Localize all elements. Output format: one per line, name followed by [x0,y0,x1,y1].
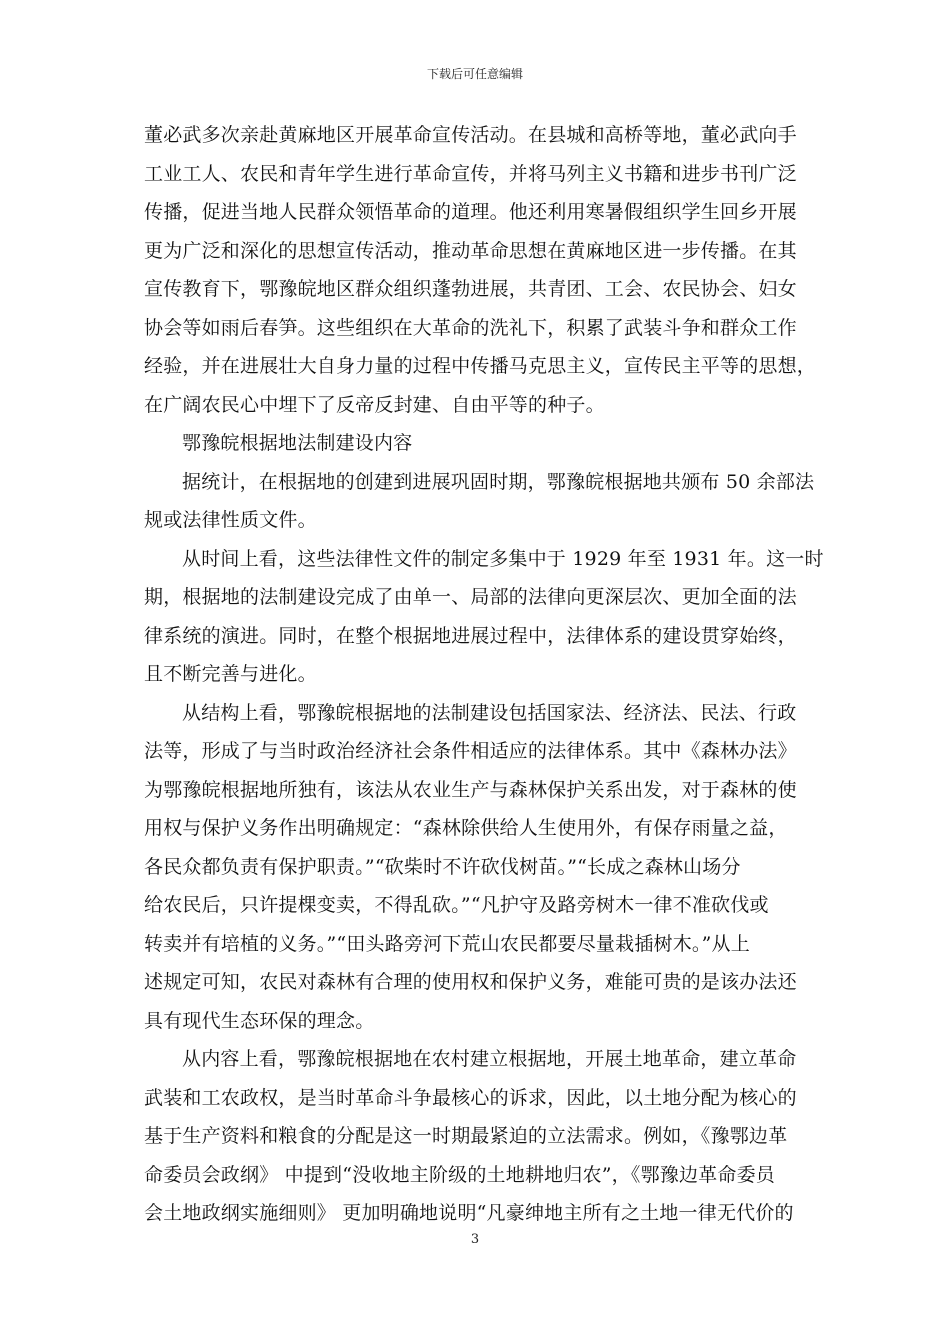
body-line: 据统计，在根据地的创建到进展巩固时期，鄂豫皖根据地共颁布 50 余部法 [182,470,815,493]
body-line: 规或法律性质文件。 [144,509,317,531]
body-line: 法等，形成了与当时政治经济社会条件相适应的法律体系。其中《森林办法》 [144,740,797,762]
body-line: 经验，并在进展壮大自身力量的过程中传播马克思主义，宣传民主平等的思想， [144,355,817,377]
body-line: 从内容上看，鄂豫皖根据地在农村建立根据地，开展土地革命，建立革命 [182,1048,797,1070]
body-line: 为鄂豫皖根据地所独有，该法从农业生产与森林保护关系出发，对于森林的使 [144,778,797,801]
body-line: 基于生产资料和粮食的分配是这一时期最紧迫的立法需求。例如，《豫鄂边革 [144,1125,788,1147]
page-header: 下载后可任意编辑 [426,67,523,81]
page-number: 3 [470,1232,480,1247]
body-line: 命委员会政纲》 中提到“没收地主阶级的土地耕地归农”，《鄂豫边革命委员 [144,1163,775,1186]
body-line: 工业工人、农民和青年学生进行革命宣传，并将马列主义书籍和进步书刊广泛 [144,162,797,185]
body-line: 在广阔农民心中埋下了反帝反封建、自由平等的种子。 [144,393,605,416]
body-line: 具有现代生态环保的理念。 [144,1009,375,1032]
body-line: 会土地政纲实施细则》 更加明确地说明“凡豪绅地主所有之土地一律无代价的 [144,1202,794,1224]
body-line: 传播，促进当地人民群众领悟革命的道理。他还利用寒暑假组织学生回乡开展 [144,201,797,223]
body-line: 宣传教育下，鄂豫皖地区群众组织蓬勃进展，共青团、工会、农民协会、妇女 [144,278,797,300]
body-line: 武装和工农政权，是当时革命斗争最核心的诉求，因此，以土地分配为核心的 [144,1086,797,1109]
body-line: 更为广泛和深化的思想宣传活动，推动革命思想在黄麻地区进一步传播。在其 [144,239,797,262]
body-line: 从时间上看，这些法律性文件的制定多集中于 1929 年至 1931 年。这一时 [182,547,824,570]
body-line: 转卖并有培植的义务。”“田头路旁河下荒山农民都要尽量栽插树木。”从上 [144,932,750,955]
body-line: 用权与保护义务作出明确规定：“森林除供给人生使用外，有保存雨量之益， [144,817,788,839]
body-line: 协会等如雨后春笋。这些组织在大革命的洗礼下，积累了武装斗争和群众工作 [144,316,797,339]
body-line: 给农民后，只许提棵变卖，不得乱砍。”“凡护守及路旁树木一律不准砍伐或 [144,894,769,916]
body-line: 且不断完善与进化。 [144,663,317,685]
body-line: 董必武多次亲赴黄麻地区开展革命宣传活动。在县城和高桥等地，董必武向手 [144,124,797,146]
section-heading: 鄂豫皖根据地法制建设内容 [182,432,413,454]
body-line: 期，根据地的法制建设完成了由单一、局部的法律向更深层次、更加全面的法 [144,586,797,608]
document-body [144,116,824,1233]
body-line: 述规定可知，农民对森林有合理的使用权和保护义务，难能可贵的是该办法还 [144,971,797,993]
body-line: 各民众都负责有保护职责。”“砍柴时不许砍伐树苗。”“长成之森林山场分 [144,855,741,878]
body-line: 从结构上看，鄂豫皖根据地的法制建设包括国家法、经济法、民法、行政 [182,701,797,724]
body-line: 律系统的演进。同时，在整个根据地进展过程中，法律体系的建设贯穿始终， [144,624,797,647]
